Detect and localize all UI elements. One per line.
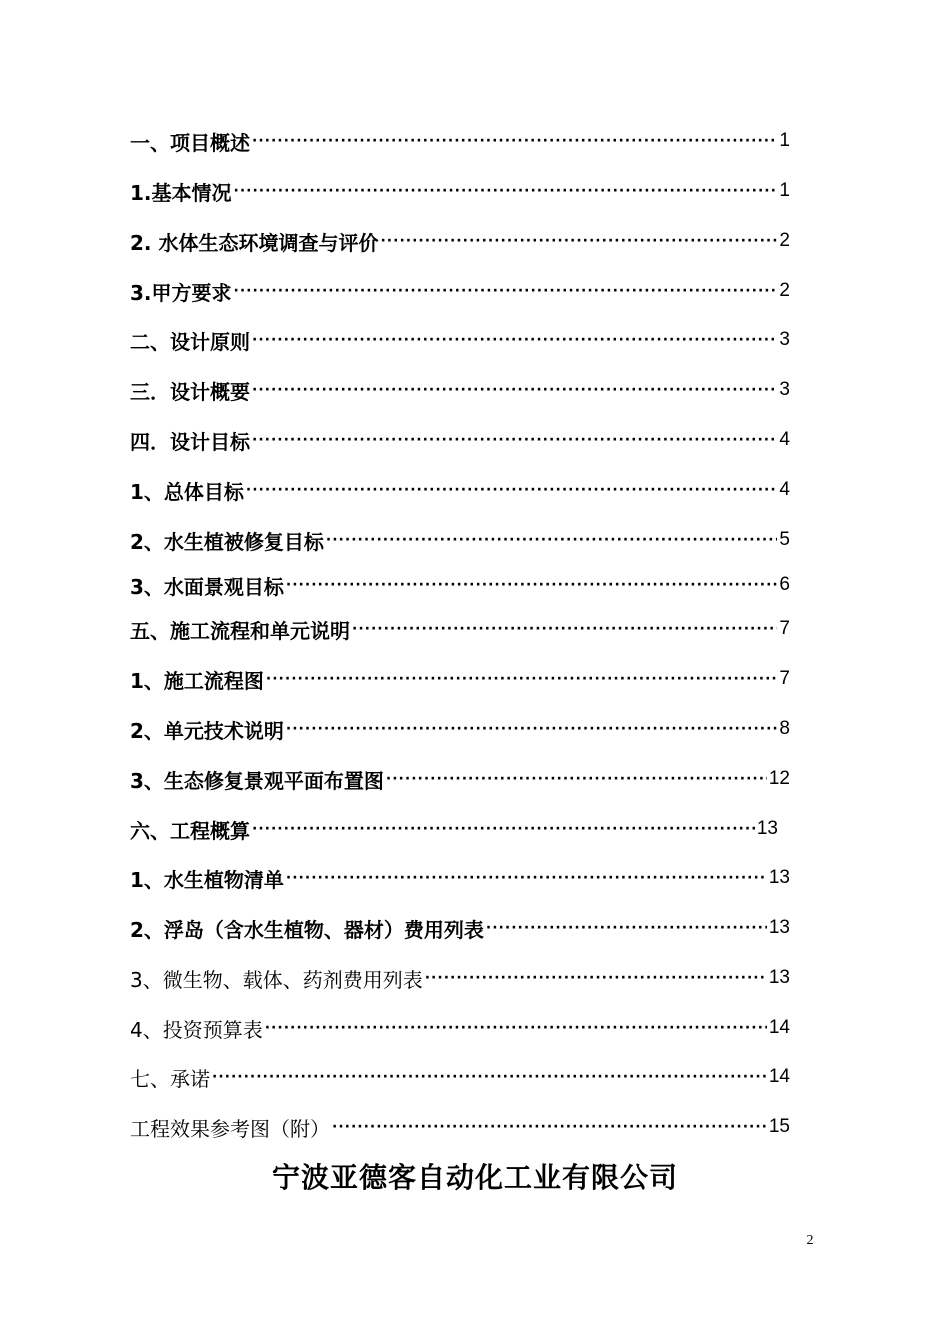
toc-leader-dots <box>266 664 778 694</box>
toc-entry-page: 13 <box>768 867 790 888</box>
toc-leader-dots <box>212 1062 767 1092</box>
toc-entry-page: 13 <box>756 818 778 839</box>
toc-entry-page: 3 <box>779 379 790 400</box>
toc-leader-dots <box>486 913 767 943</box>
toc-entry-label: 3、微生物、载体、药剂费用列表 <box>130 967 423 992</box>
toc-entry-label: 3.甲方要求 <box>130 280 232 305</box>
toc-entry-page: 7 <box>779 618 790 639</box>
toc-leader-dots <box>326 525 778 555</box>
toc-entry-page: 15 <box>768 1116 790 1137</box>
toc-leader-dots <box>286 570 778 600</box>
toc-entry-label: 五、施工流程和单元说明 <box>130 618 350 643</box>
toc-entry-label: 1.基本情况 <box>130 180 232 205</box>
toc-entry <box>130 375 790 405</box>
toc-leader-dots <box>386 764 767 794</box>
toc-entry <box>130 614 790 644</box>
toc-leader-dots <box>252 425 777 455</box>
toc-entry-label: 2. 水体生态环境调查与评价 <box>130 230 379 255</box>
toc-entry-label: 2、浮岛（含水生植物、器材）费用列表 <box>130 917 484 942</box>
toc-leader-dots <box>252 325 777 355</box>
toc-entry-label: 4、投资预算表 <box>130 1017 263 1042</box>
toc-entry-page: 2 <box>779 230 790 251</box>
toc-leader-dots <box>252 375 777 405</box>
toc-entry <box>130 963 790 993</box>
toc-entry <box>130 325 790 355</box>
toc-leader-dots <box>246 475 778 505</box>
toc-entry <box>130 570 790 600</box>
toc-leader-dots <box>425 963 767 993</box>
company-name: 宁波亚德客自动化工业有限公司 <box>271 1161 678 1194</box>
toc-entry-page: 2 <box>779 280 790 301</box>
toc-entry <box>130 276 790 306</box>
toc-entry <box>130 1013 790 1043</box>
toc-leader-dots <box>234 276 778 306</box>
toc-entry-label: 3、水面景观目标 <box>130 574 284 599</box>
toc-entry <box>130 475 790 505</box>
toc-entry-label: 1、总体目标 <box>130 479 244 504</box>
toc-leader-dots <box>252 126 777 156</box>
toc-entry <box>130 664 790 694</box>
toc-entry-page: 6 <box>779 574 790 595</box>
toc-entry-page: 1 <box>779 180 790 201</box>
toc-entry <box>130 1062 790 1092</box>
toc-leader-dots <box>234 176 778 206</box>
toc-entry-page: 14 <box>768 1017 790 1038</box>
toc-entry <box>130 814 778 844</box>
toc-entry <box>130 425 790 455</box>
toc-entry-page: 12 <box>768 768 790 789</box>
page-number: 2 <box>806 1233 814 1248</box>
toc-entry <box>130 226 790 256</box>
toc-entry-page: 7 <box>779 668 790 689</box>
toc-entry-label: 工程效果参考图（附） <box>130 1116 330 1141</box>
toc-entry <box>130 714 790 744</box>
toc-entry-label: 二、设计原则 <box>130 329 250 354</box>
toc-entry-label: 一、项目概述 <box>130 130 250 155</box>
toc-entry <box>130 1112 790 1142</box>
toc-leader-dots <box>380 226 777 256</box>
toc-entry-label: 七、承诺 <box>130 1066 210 1091</box>
toc-entry-label: 3、生态修复景观平面布置图 <box>130 768 384 793</box>
toc-entry <box>130 176 790 206</box>
toc-entry-label: 2、单元技术说明 <box>130 718 284 743</box>
toc-entry <box>130 863 790 893</box>
toc-leader-dots <box>332 1112 767 1142</box>
toc-entry-page: 13 <box>768 967 790 988</box>
toc-entry <box>130 126 790 156</box>
toc-entry-page: 1 <box>779 130 790 151</box>
toc-entry-label: 四．设计目标 <box>130 429 250 454</box>
toc-entry-page: 13 <box>768 917 790 938</box>
toc-leader-dots <box>265 1013 767 1043</box>
toc-entry <box>130 913 790 943</box>
toc-entry-label: 1、施工流程图 <box>130 668 264 693</box>
toc-entry <box>130 764 790 794</box>
toc-entry-label: 2、水生植被修复目标 <box>130 529 324 554</box>
toc-entry-page: 4 <box>779 429 790 450</box>
toc-entry-page: 3 <box>779 329 790 350</box>
toc-entry <box>130 525 790 555</box>
toc-leader-dots <box>286 714 778 744</box>
toc-leader-dots <box>286 863 767 893</box>
toc-entry-label: 六、工程概算 <box>130 818 250 843</box>
toc-leader-dots <box>252 814 755 844</box>
toc-entry-page: 4 <box>779 479 790 500</box>
toc-entry-page: 5 <box>779 529 790 550</box>
toc-entry-page: 8 <box>779 718 790 739</box>
toc-entry-label: 三．设计概要 <box>130 379 250 404</box>
toc-entry-label: 1、水生植物清单 <box>130 867 284 892</box>
toc-entry-page: 14 <box>768 1066 790 1087</box>
toc-leader-dots <box>352 614 777 644</box>
